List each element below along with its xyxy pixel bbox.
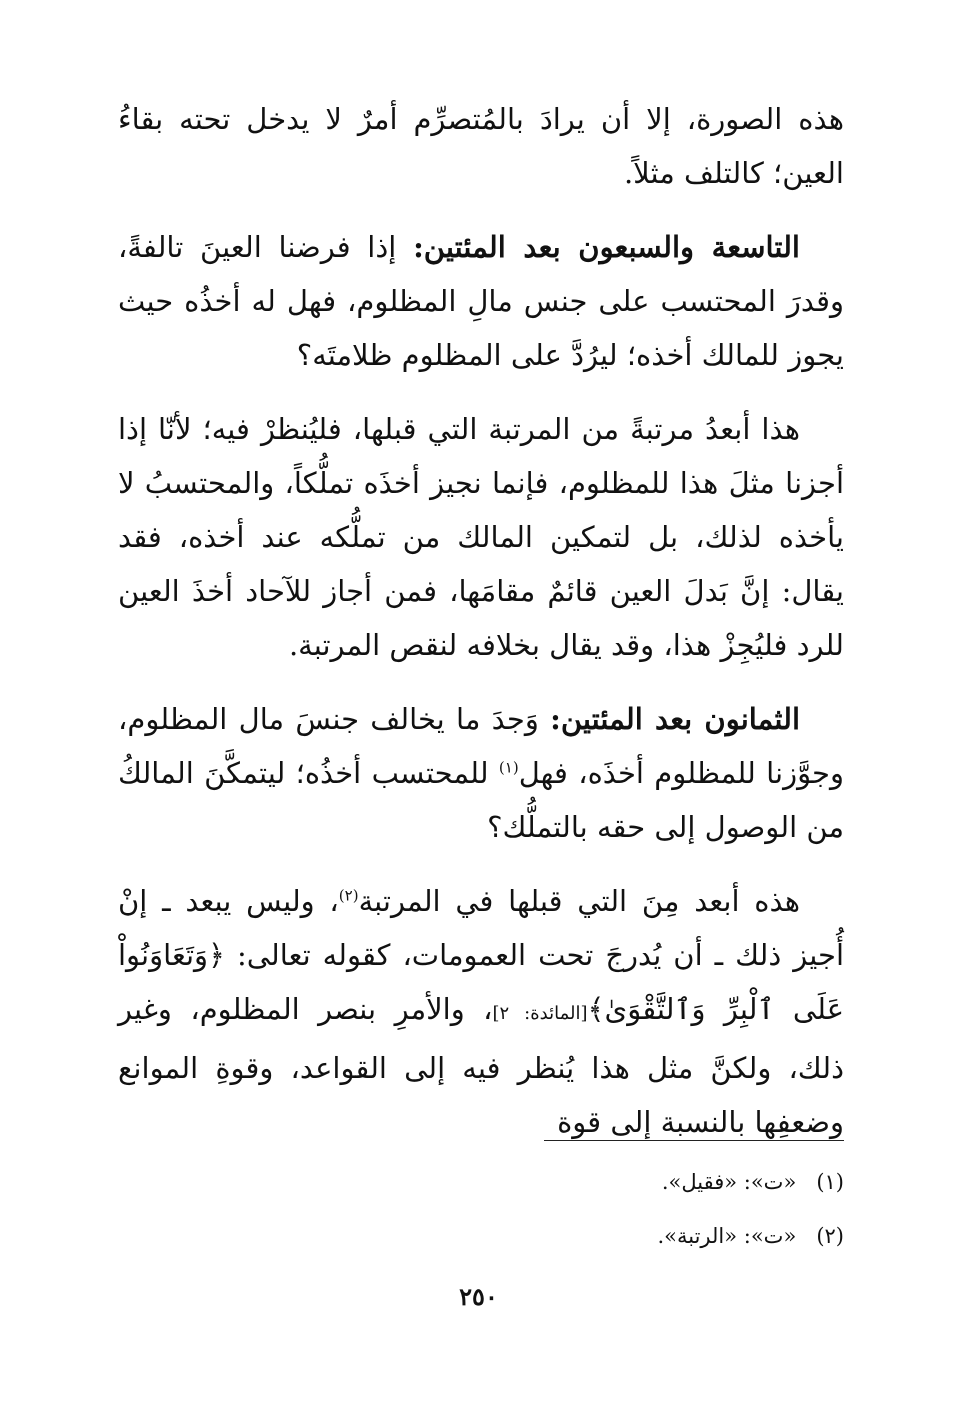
footnote-2 — [118, 1209, 844, 1263]
footnote-1-text: «ت»: «فقيل». — [661, 1170, 797, 1194]
paragraph-3 — [118, 402, 844, 672]
paragraph-3-text: هذا أبعدُ مرتبةً من المرتبة التي قبلها، فليُنظرْ فيه؛ لأنّا إذا أجزنا مثلَ هذا للمظلوم، فإنما نجيز أخذَه تملُّكاً، والمحتسبُ لا يأخذه لذلك، بل لتمكين المالك من تملُّكه عند أخذه، فقد يقال: إنَّ بَدلَ العين قائمٌ مقامَها، فمن أجاز للآحاد أخذَ العين للرد فليُجِزْ هذا، وقد يقال بخلافه لنقص المرتبة. — [118, 412, 844, 662]
paragraph-5-text-mid: ، وليس يبعد ـ إنْ أُجيز ذلك ـ أن يُدرجَ تحت العمومات، كقوله تعالى: — [118, 884, 844, 972]
page-body — [118, 92, 844, 1169]
paragraph-2 — [118, 220, 844, 382]
paragraph-2-text: إذا فرضنا العينَ تالفةً، وقدرَ المحتسب على جنس مالِ المظلوم، فهل له أخذُه حيث يجوز للمالك أخذه؛ ليرُدَّ على المظلوم ظلامتَه؟ — [118, 230, 844, 372]
paragraph-1-text: هذه الصورة، إلا أن يرادَ بالمُتصرِّم أمرٌ لا يدخل تحته بقاءُ العين؛ كالتلف مثلاً. — [118, 102, 844, 190]
paragraph-1 — [118, 92, 844, 200]
footnote-2-text: «ت»: «الرتبة». — [657, 1224, 797, 1248]
footnote-1-number: (١) — [816, 1170, 844, 1194]
paragraph-5-text-before: هذه أبعد مِنَ التي قبلها في المرتبة — [358, 884, 801, 918]
surah-reference: [المائدة: ٢] — [492, 1003, 588, 1024]
paragraph-4-text-before: وَجدَ ما يخالف جنسَ مال المظلوم، وجوَّزنا للمظلوم أخذَه، فهل — [118, 702, 844, 790]
section-heading-279: التاسعة والسبعون بعد المئتين: — [413, 230, 800, 264]
page-number: ٢٥٠ — [459, 1282, 498, 1311]
quran-verse: ﴿وَتَعَاوَنُواْ عَلَى ٱلْبِرِّ وَٱلتَّقْوَىٰ﴾ — [118, 938, 845, 1026]
footnote-2-number: (٢) — [816, 1224, 844, 1248]
footnote-ref-2[interactable]: (٢) — [338, 886, 359, 905]
footnote-divider — [544, 1140, 844, 1141]
paragraph-5 — [118, 874, 844, 1149]
footnote-ref-1[interactable]: (١) — [498, 758, 519, 777]
footnotes — [118, 1140, 844, 1263]
footnote-1 — [118, 1155, 844, 1209]
paragraph-4 — [118, 692, 844, 854]
section-heading-280: الثمانون بعد المئتين: — [550, 702, 801, 736]
paragraph-5-text-after: ، والأمرِ بنصر المظلوم، وغير ذلك، ولكنَّ مثل هذا يُنظر فيه إلى القواعد، وقوةِ الموانع وضعفِها بالنسبة إلى قوة — [118, 992, 844, 1139]
paragraph-4-text-after: للمحتسب أخذُه؛ ليتمكَّنَ المالكُ من الوصول إلى حقه بالتملُّك؟ — [118, 756, 844, 844]
